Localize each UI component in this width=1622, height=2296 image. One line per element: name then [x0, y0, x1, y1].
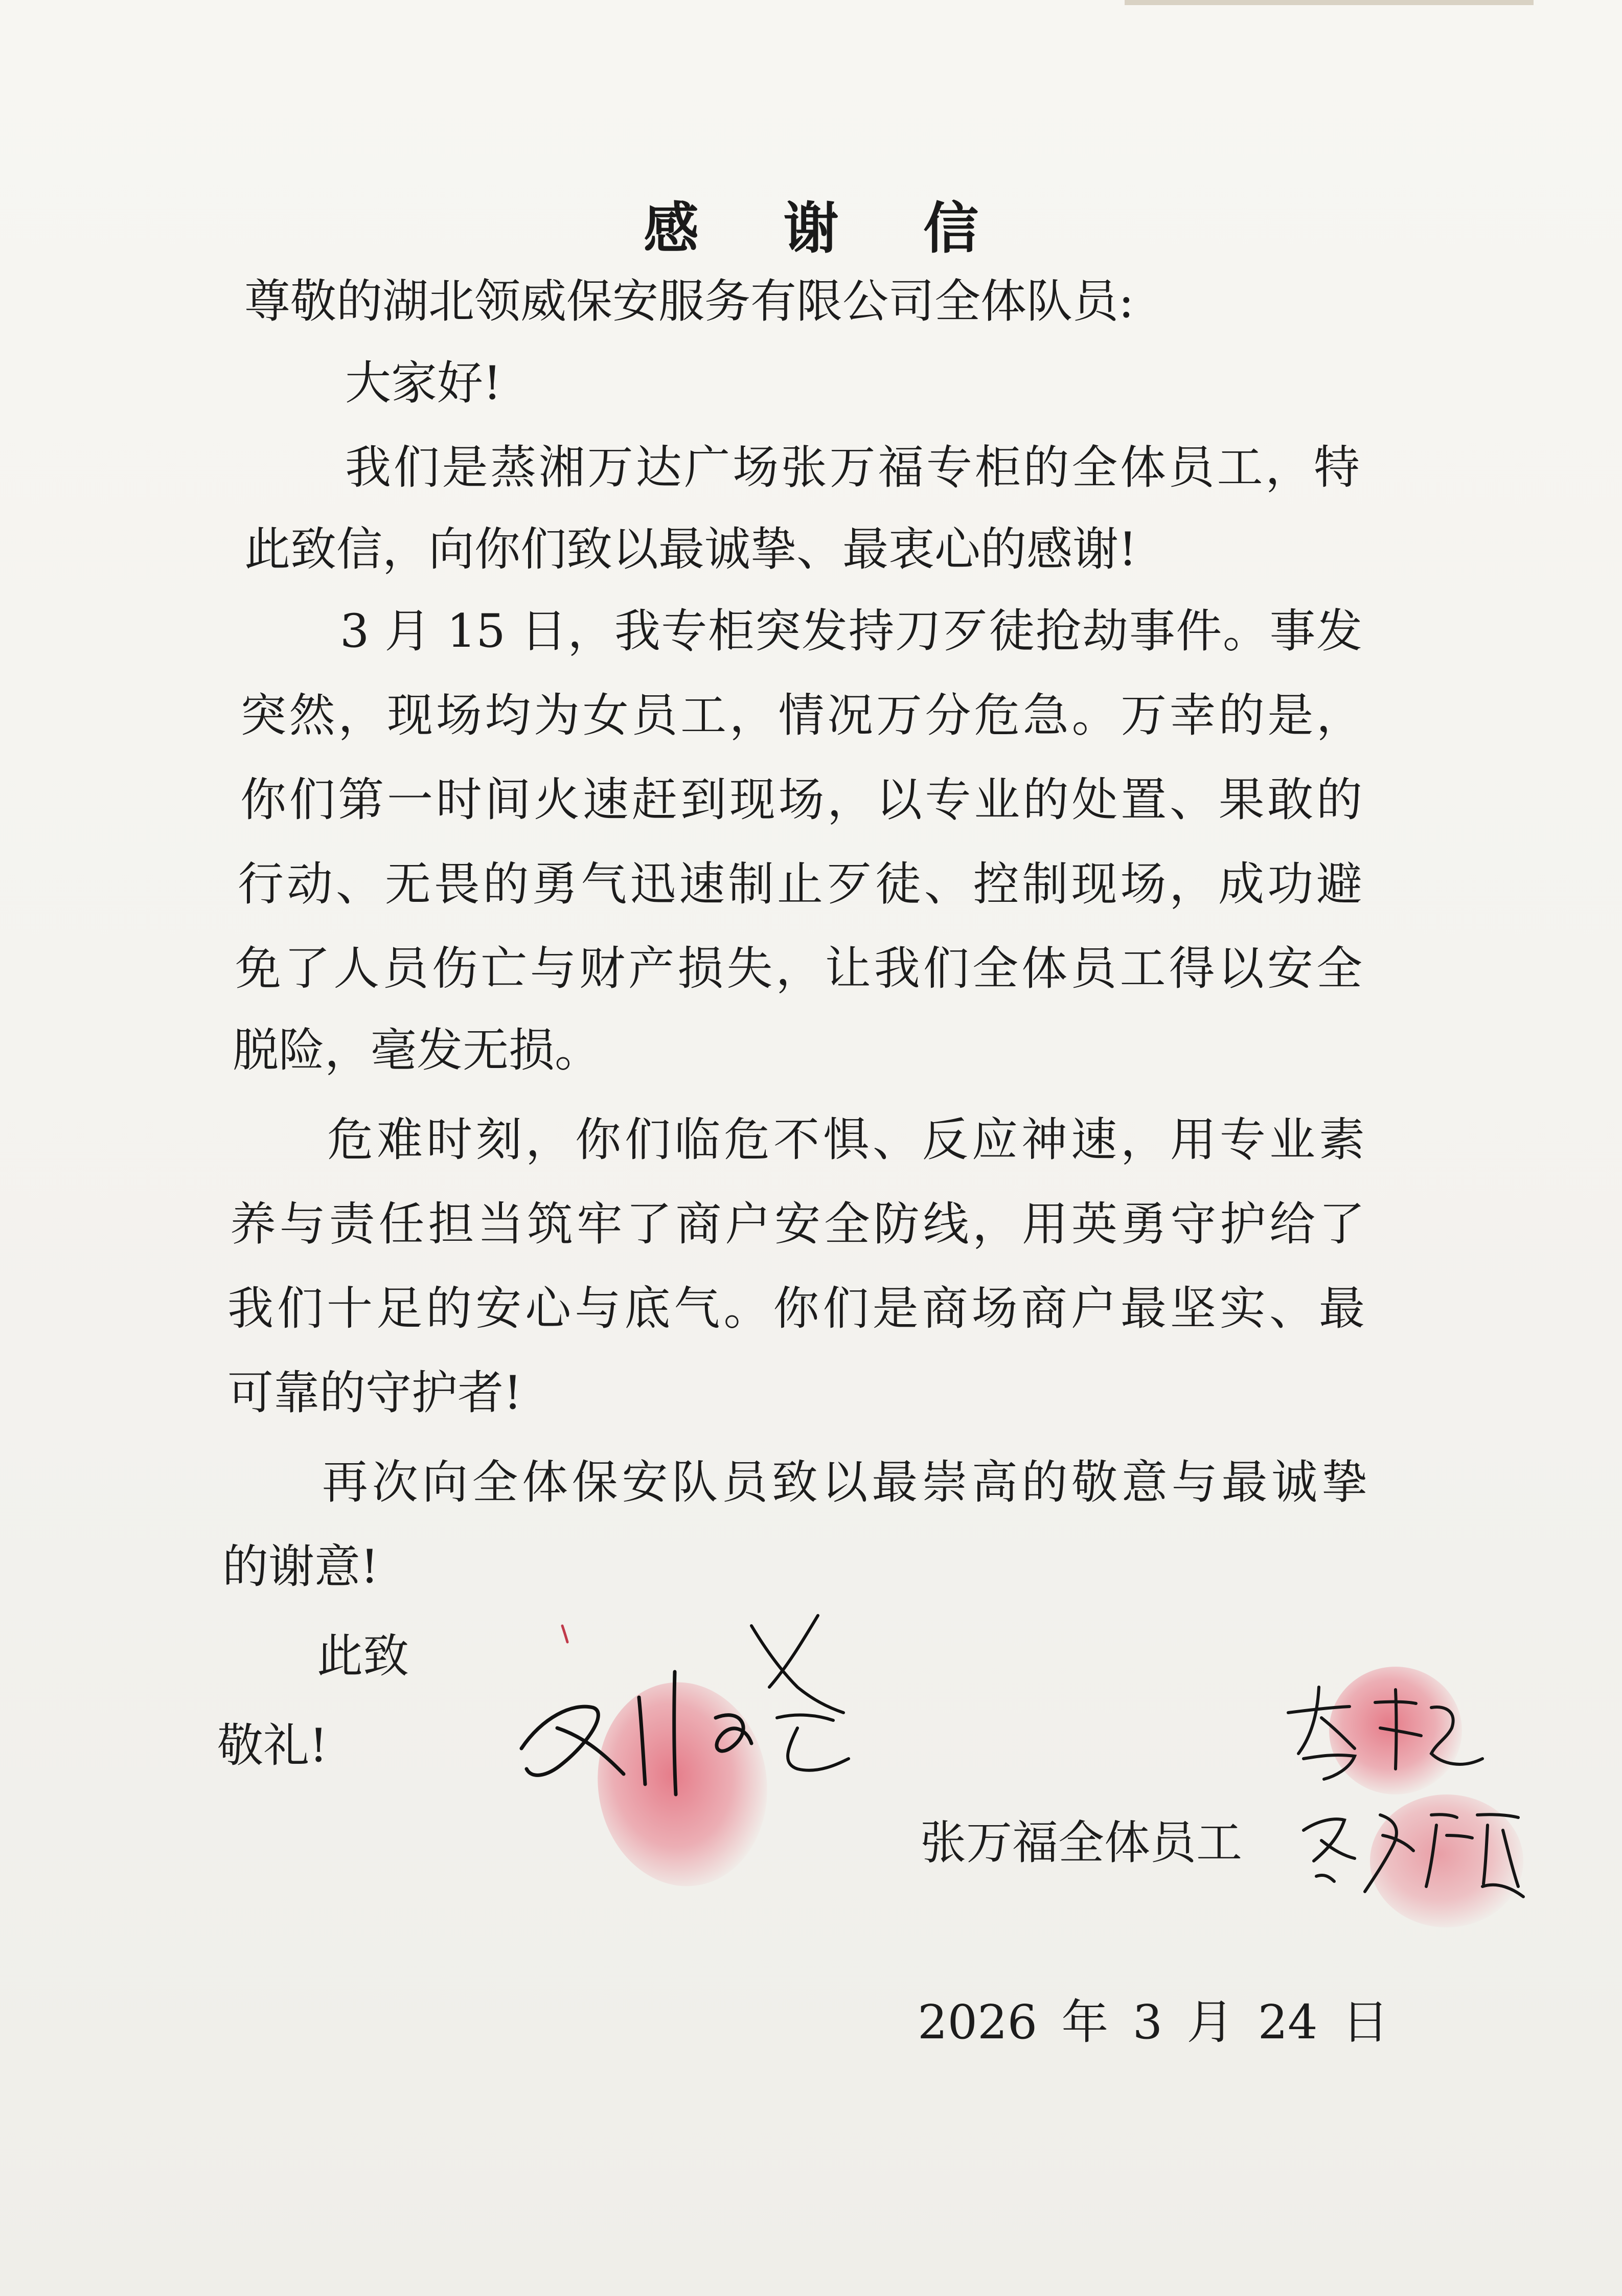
handwritten-signature [1293, 1800, 1528, 1902]
closing-line2: 敬礼! [217, 1719, 328, 1772]
paragraph3-line: 养与责任担当筑牢了商户安全防线，用英勇守护给了 [230, 1197, 1365, 1251]
paragraph4-line: 再次向全体保安队员致以最崇高的敬意与最诚挚 [322, 1456, 1367, 1509]
signer-name: 张万福全体员工 [920, 1816, 1242, 1870]
paper-edge [1125, 0, 1534, 5]
paragraph1-line: 我们是蒸湘万达广场张万福专柜的全体员工，特 [345, 441, 1360, 494]
handwritten-signature [1278, 1682, 1493, 1784]
paragraph2-line: 你们第一时间火速赶到现场，以专业的处置、果敢的 [240, 773, 1362, 827]
paragraph2-line: 免了人员伤亡与财产损失，让我们全体员工得以安全 [235, 942, 1362, 995]
letter-date: 2026 年 3 月 24 日 [918, 1995, 1389, 2050]
paragraph2-line: 3 月 15 日，我专柜突发持刀歹徒抢劫事件。事发 [340, 604, 1362, 658]
handwritten-signature [511, 1610, 869, 1815]
greeting: 大家好! [345, 356, 502, 410]
closing-line1: 此致 [317, 1629, 409, 1683]
paragraph4-line: 的谢意! [222, 1540, 379, 1594]
paragraph3-line: 我们十足的安心与底气。你们是商场商户最坚实、最 [227, 1282, 1365, 1335]
paragraph2-line: 行动、无畏的勇气迅速制止歹徒、控制现场，成功避 [238, 857, 1362, 911]
paragraph2-line: 突然，现场均为女员工，情况万分危急。万幸的是， [240, 689, 1362, 742]
paragraph3-line: 危难时刻，你们临危不惧、反应神速，用专业素 [327, 1113, 1365, 1167]
salutation: 尊敬的湖北领威保安服务有限公司全体队员: [244, 275, 1134, 328]
paragraph1-line: 此致信，向你们致以最诚挚、最衷心的感谢! [244, 522, 1137, 576]
paragraph3-line: 可靠的守护者! [227, 1366, 522, 1420]
paragraph2-line: 脱险，毫发无损。 [233, 1024, 601, 1077]
letter-title: 感 谢 信 [643, 196, 1012, 261]
